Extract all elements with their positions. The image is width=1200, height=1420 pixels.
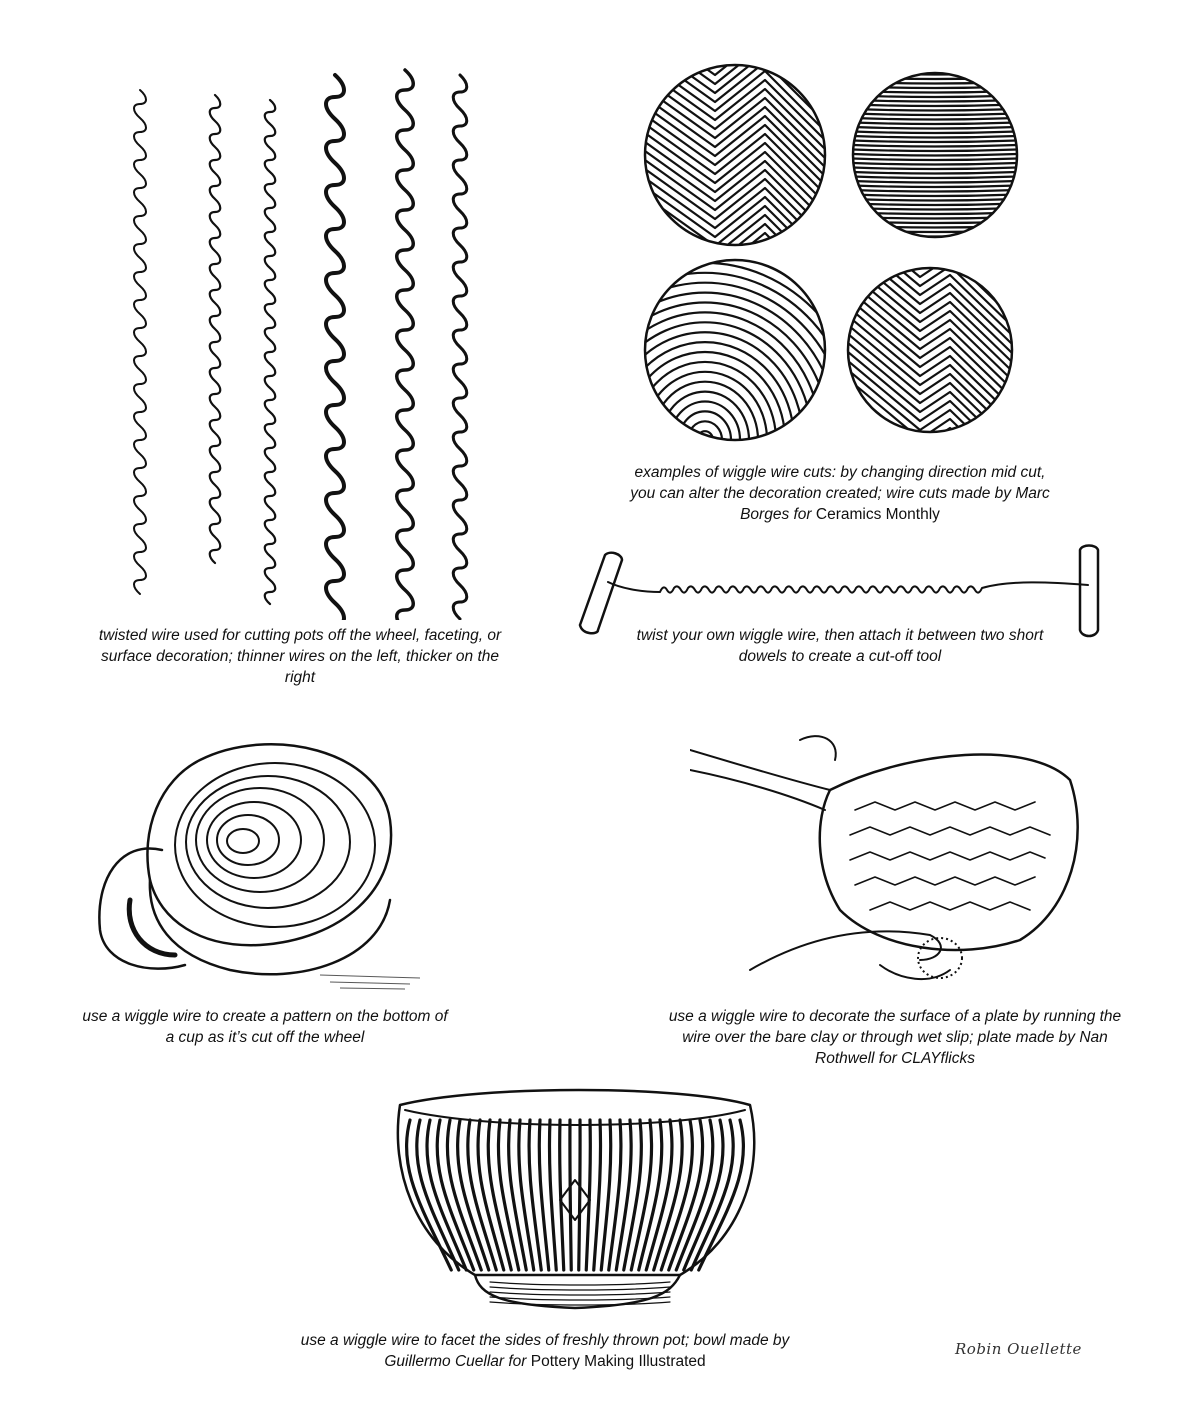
plate-caption: use a wiggle wire to decorate the surface of a plate by running the wire over the bare clay or through wet slip; plate made by Nan Rothwell for CLAYflicks [668, 1008, 1122, 1067]
cut-off-tool-caption: twist your own wiggle wire, then attach it between two short dowels to create a cut-off tool [636, 627, 1044, 665]
artist-signature: Robin Ouellette [955, 1340, 1082, 1358]
bowl-illustration [380, 1080, 770, 1320]
plate-illustration [690, 720, 1110, 1000]
faceted-bowl [380, 1080, 770, 1320]
wire-spirals [110, 60, 490, 620]
twisted-wires-caption: twisted wire used for cutting pots off the wheel, faceting, or surface decoration; thinner wires on the left, thicker on the right [98, 627, 502, 686]
twisted-wires-illustration [110, 60, 490, 620]
wire-cut-examples-caption: examples of wiggle wire cuts: by changing direction mid cut, you can alter the decoration created; wire cuts made by Marc Borges for Ceramics Monthly [630, 464, 1050, 523]
cup-illustration [90, 730, 420, 990]
wire-cut-examples-illustration [640, 60, 1040, 460]
wire-cut-discs [640, 60, 1040, 460]
cup-bottom-spiral [90, 730, 420, 990]
hand-holding-plate [690, 720, 1110, 1000]
cup-caption: use a wiggle wire to create a pattern on the bottom of a cup as it’s cut off the wheel [82, 1008, 448, 1046]
bowl-caption: use a wiggle wire to facet the sides of freshly thrown pot; bowl made by Guillermo Cuellar for Pottery Making Illustrated [300, 1332, 790, 1370]
